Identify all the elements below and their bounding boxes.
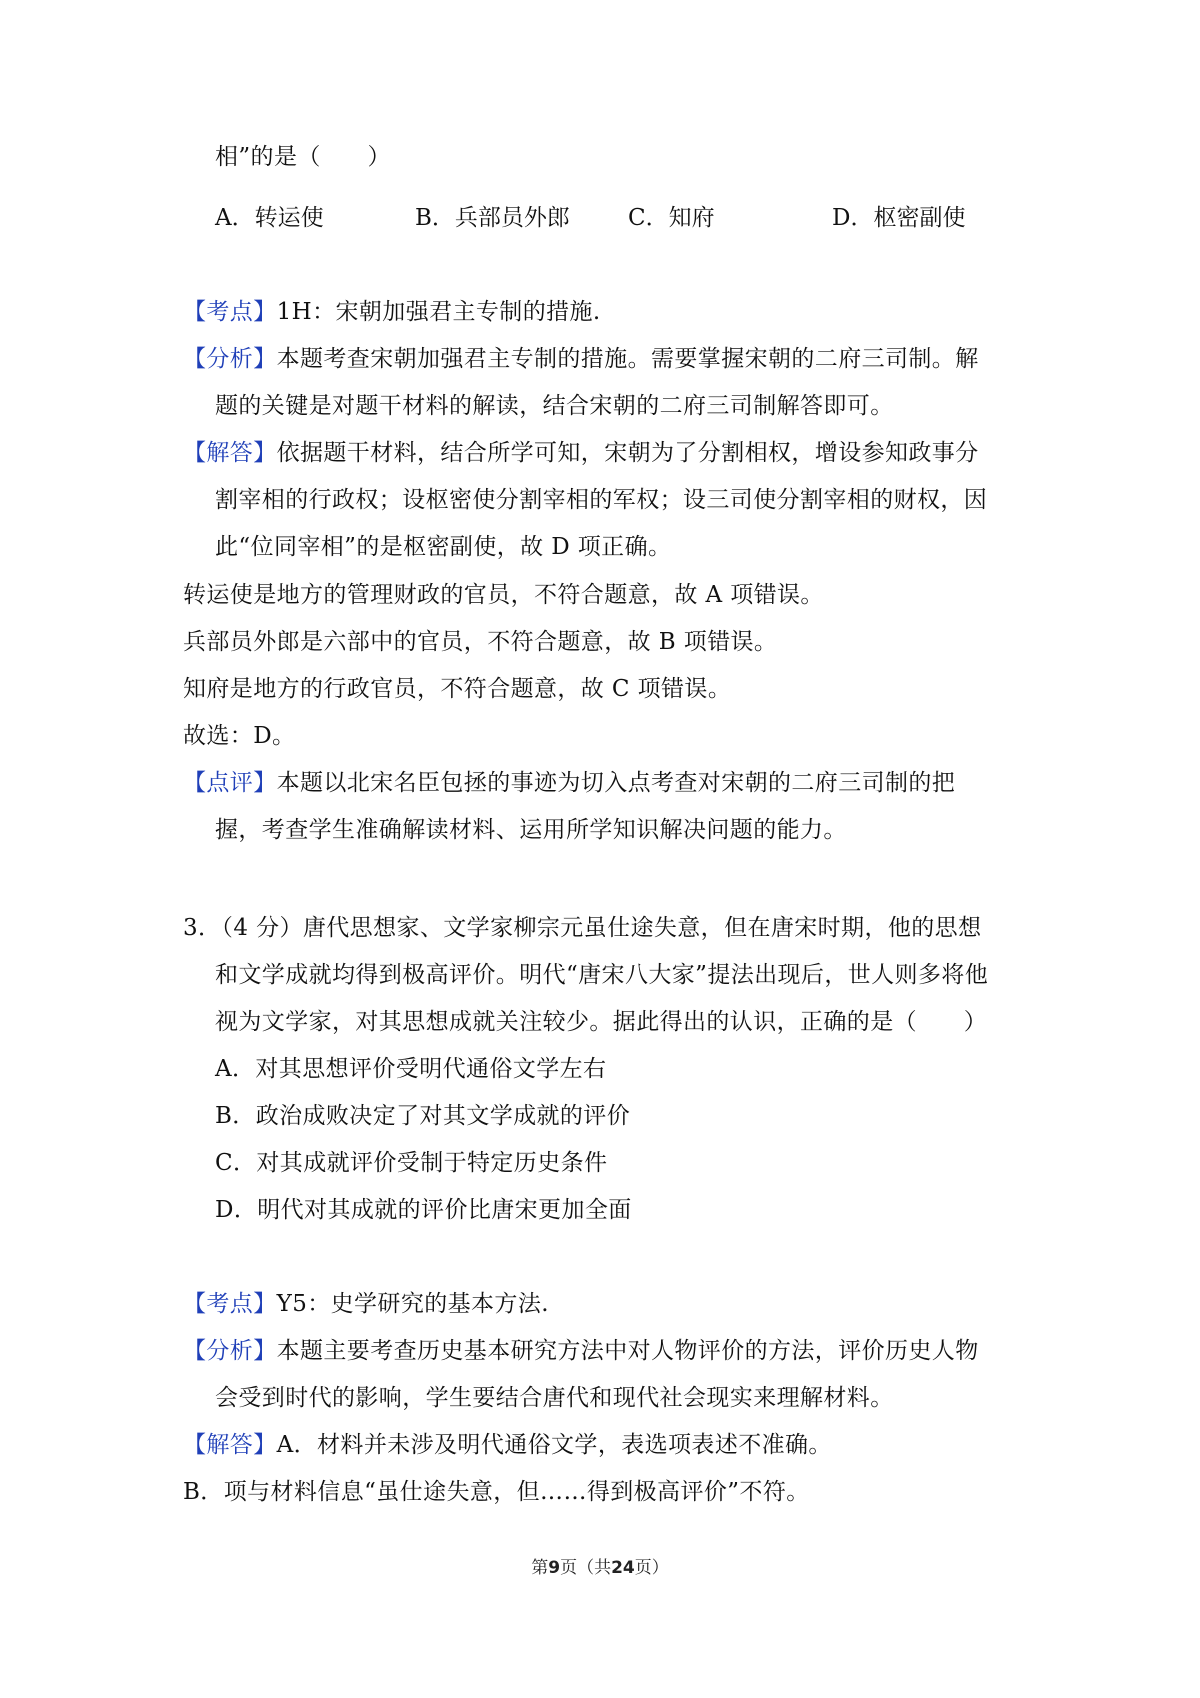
q2-jieda-line-1 bbox=[183, 438, 979, 468]
footer-suffix: 页） bbox=[634, 1558, 669, 1578]
q3-option-d: D．明代对其成就的评价比唐宋更加全面 bbox=[215, 1197, 632, 1223]
footer-page-number: 9 bbox=[548, 1558, 561, 1578]
fenxi-text: 本题考查宋朝加强君主专制的措施。需要掌握宋朝的二府三司制。解 bbox=[276, 346, 979, 372]
q2-jieda-line-2: 割宰相的行政权；设枢密使分割宰相的军权；设三司使分割宰相的财权，因 bbox=[215, 487, 988, 513]
fenxi-tag: 【分析】 bbox=[183, 346, 277, 372]
q3-extra-line-b: B．项与材料信息“虽仕途失意，但……得到极高评价”不符。 bbox=[183, 1479, 810, 1505]
kaodian-text: 1H：宋朝加强君主专制的措施. bbox=[276, 299, 601, 325]
q2-dianping-line-1 bbox=[183, 768, 955, 798]
q2-option-c: C．知府 bbox=[628, 205, 715, 231]
q3-option-c: C．对其成就评价受制于特定历史条件 bbox=[215, 1150, 608, 1176]
q2-option-a: A．转运使 bbox=[215, 205, 324, 231]
kaodian-text: Y5：史学研究的基本方法. bbox=[276, 1291, 549, 1317]
q3-jieda-line-1 bbox=[183, 1430, 832, 1460]
q2-extra-line-b: 兵部员外郎是六部中的官员，不符合题意，故 B 项错误。 bbox=[183, 629, 778, 655]
jieda-text: 依据题干材料，结合所学可知，宋朝为了分割相权，增设参知政事分 bbox=[276, 440, 979, 466]
q2-answer: 故选：D。 bbox=[183, 723, 296, 749]
q2-extra-line-a: 转运使是地方的管理财政的官员，不符合题意，故 A 项错误。 bbox=[183, 582, 824, 608]
dianping-text: 本题以北宋名臣包拯的事迹为切入点考查对宋朝的二府三司制的把 bbox=[276, 770, 956, 796]
kaodian-tag: 【考点】 bbox=[183, 299, 277, 325]
footer-middle: 页（共 bbox=[560, 1558, 612, 1578]
fenxi-text: 本题主要考查历史基本研究方法中对人物评价的方法，评价历史人物 bbox=[276, 1338, 979, 1364]
fenxi-tag: 【分析】 bbox=[183, 1338, 277, 1364]
jieda-tag: 【解答】 bbox=[183, 1432, 277, 1458]
q3-stem-line-2: 和文学成就均得到极高评价。明代“唐宋八大家”提法出现后，世人则多将他 bbox=[215, 962, 989, 988]
q2-stem-tail: 相”的是（ ） bbox=[215, 144, 391, 170]
q2-dianping-line-2: 握，考查学生准确解读材料、运用所学知识解决问题的能力。 bbox=[215, 817, 847, 843]
kaodian-tag: 【考点】 bbox=[183, 1291, 277, 1317]
q3-option-a: A．对其思想评价受明代通俗文学左右 bbox=[215, 1056, 607, 1082]
q3-stem-line-1: 3．（4 分）唐代思想家、文学家柳宗元虽仕途失意，但在唐宋时期，他的思想 bbox=[183, 915, 982, 941]
q2-option-b: B．兵部员外郎 bbox=[415, 205, 570, 231]
q2-fenxi-line-2: 题的关键是对题干材料的解读，结合宋朝的二府三司制解答即可。 bbox=[215, 393, 894, 419]
q2-jieda-line-3: 此“位同宰相”的是枢密副使，故 D 项正确。 bbox=[215, 534, 672, 560]
q3-kaodian bbox=[183, 1289, 549, 1319]
q3-fenxi-line-2: 会受到时代的影响，学生要结合唐代和现代社会现实来理解材料。 bbox=[215, 1385, 894, 1411]
footer-total-pages: 24 bbox=[611, 1558, 635, 1578]
footer-prefix: 第 bbox=[531, 1558, 549, 1578]
q3-fenxi-line-1 bbox=[183, 1336, 979, 1366]
dianping-tag: 【点评】 bbox=[183, 770, 277, 796]
q2-kaodian bbox=[183, 297, 601, 327]
jieda-tag: 【解答】 bbox=[183, 440, 277, 466]
q2-fenxi-line-1 bbox=[183, 344, 979, 374]
q3-option-b: B．政治成败决定了对其文学成就的评价 bbox=[215, 1103, 631, 1129]
q2-option-d: D．枢密副使 bbox=[832, 205, 966, 231]
jieda-text: A．材料并未涉及明代通俗文学，表选项表述不准确。 bbox=[276, 1432, 832, 1458]
q2-extra-line-c: 知府是地方的行政官员，不符合题意，故 C 项错误。 bbox=[183, 676, 732, 702]
q3-stem-line-3: 视为文学家，对其思想成就关注较少。据此得出的认识，正确的是（ ） bbox=[215, 1009, 988, 1035]
page-footer bbox=[0, 1556, 1200, 1580]
